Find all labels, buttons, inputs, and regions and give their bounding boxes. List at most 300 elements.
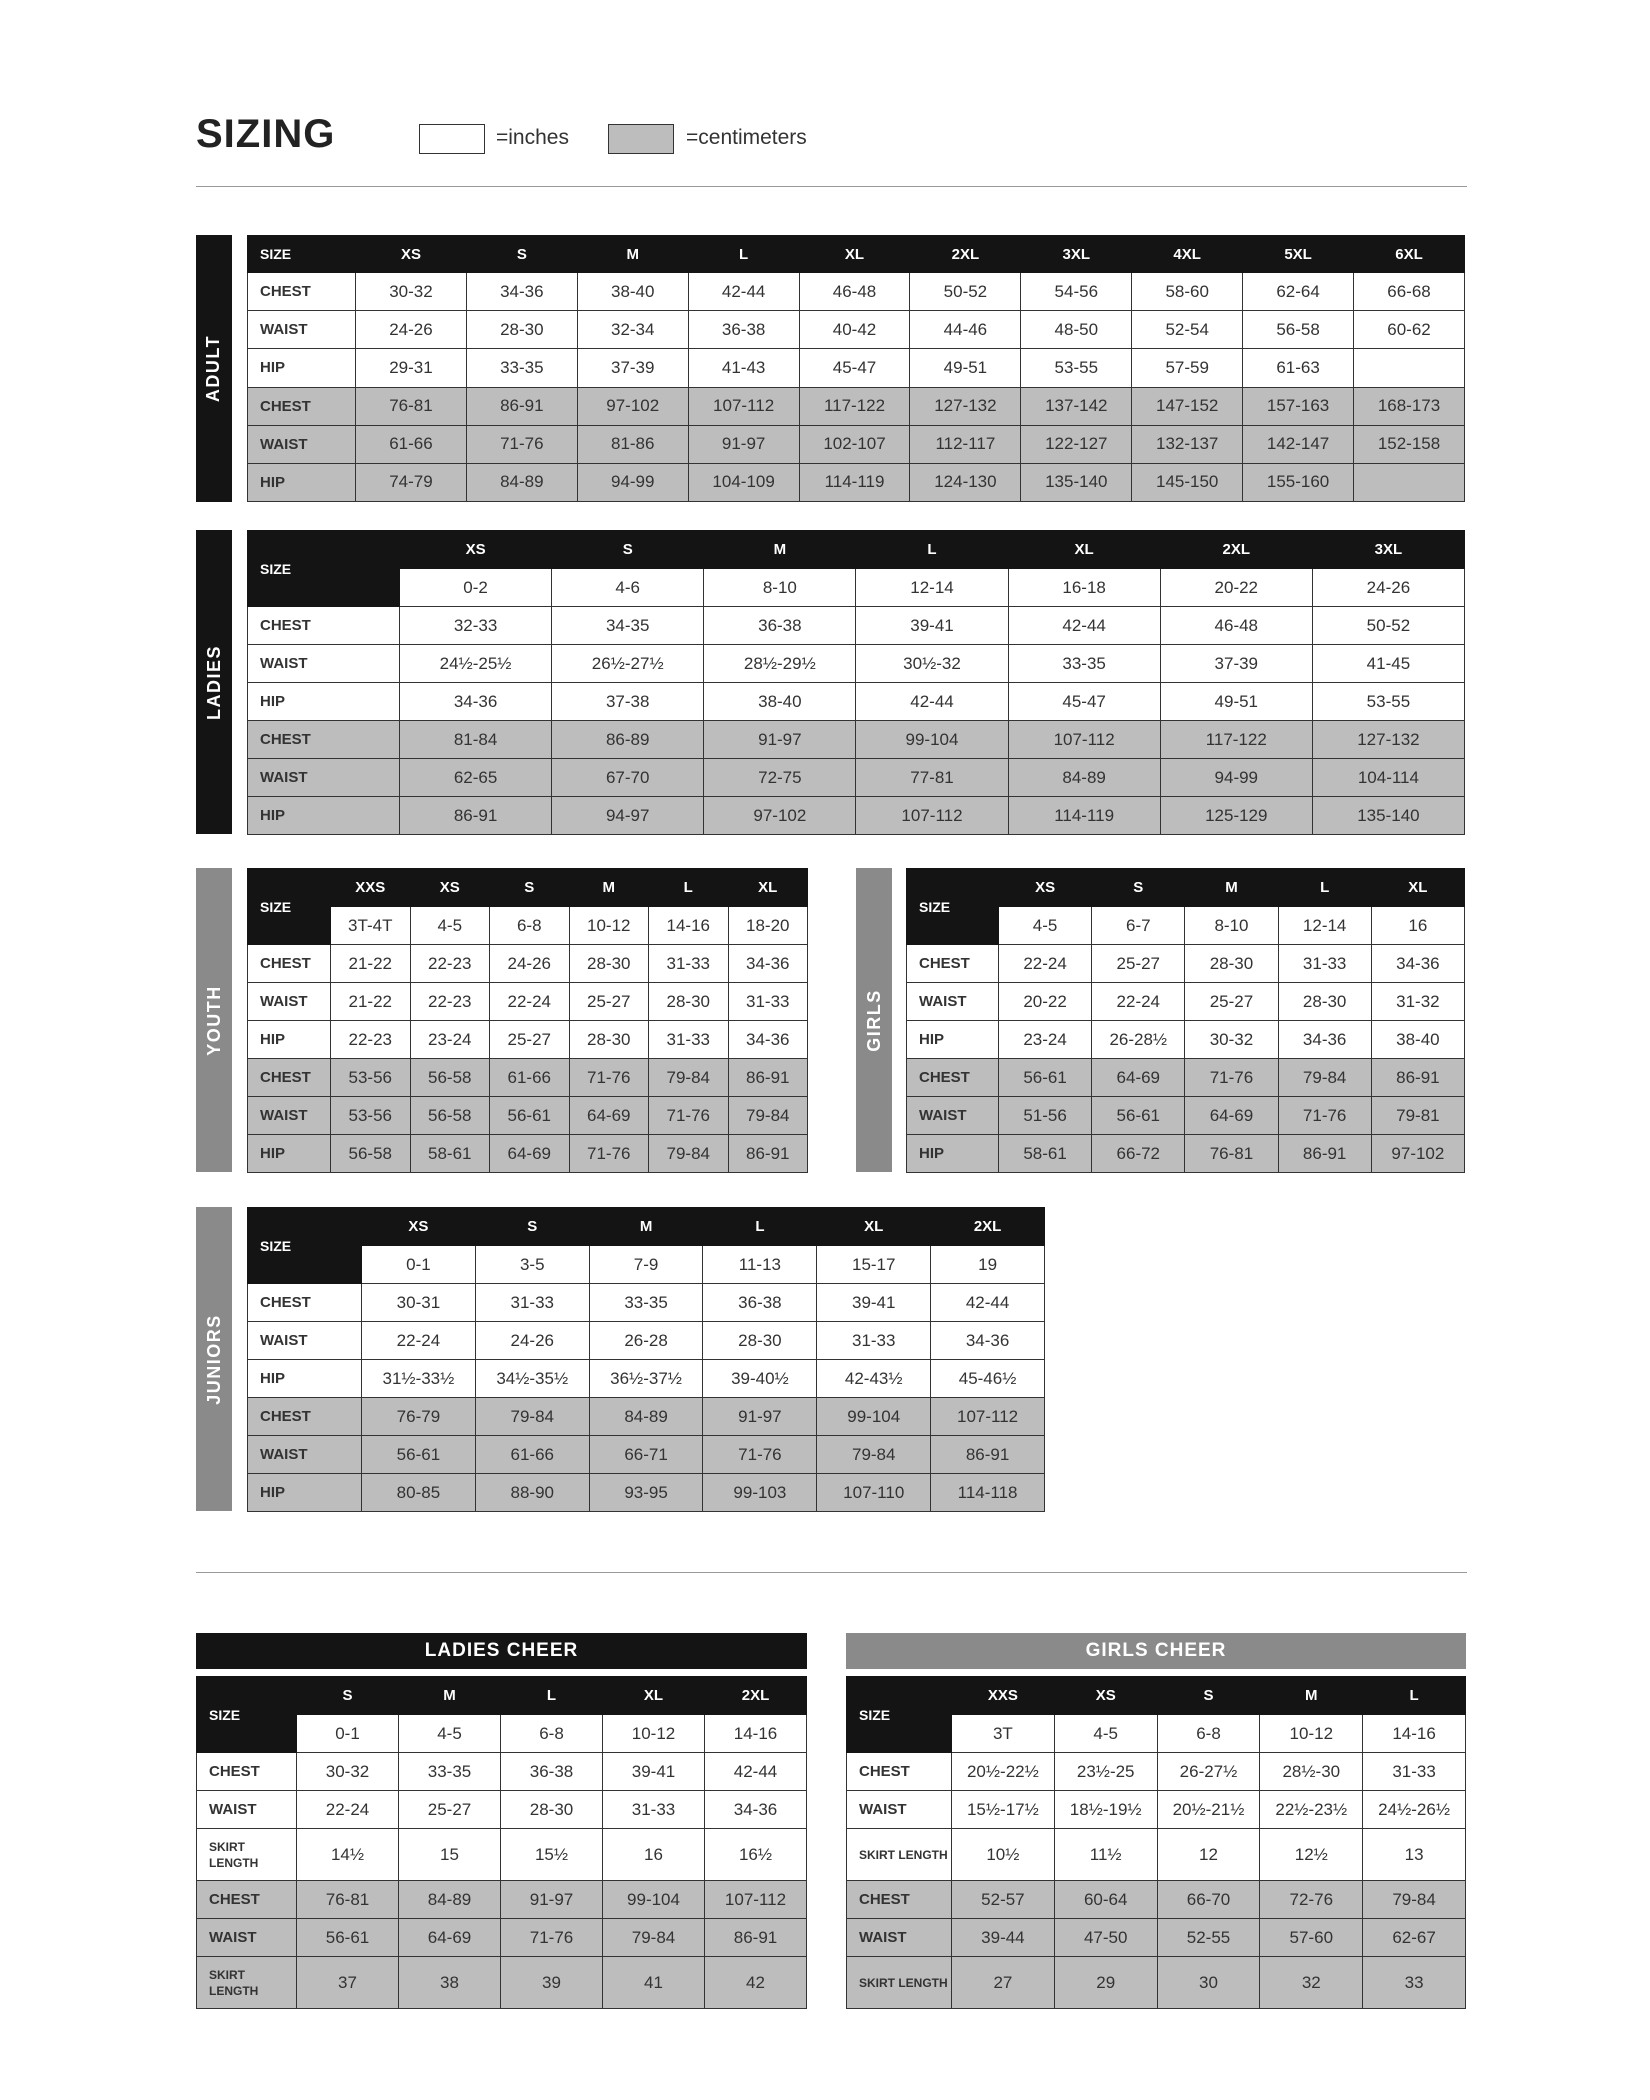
measurement-cell: 104-114 [1312, 759, 1464, 797]
youth-size-table [247, 868, 808, 1173]
measurement-cell: 22-23 [410, 983, 490, 1021]
measurement-cell: 24-26 [490, 945, 570, 983]
girls-size-table [906, 868, 1465, 1173]
size-header-s: S [297, 1677, 399, 1715]
table-row [248, 387, 1465, 425]
numeric-size: 3T-4T [331, 907, 411, 945]
table-row [248, 1360, 1045, 1398]
measurement-cell: 39-41 [817, 1284, 931, 1322]
size-header-xxs: XXS [331, 869, 411, 907]
measurement-cell: 114-118 [931, 1474, 1045, 1512]
measurement-cell: 42-44 [688, 273, 799, 311]
measurement-cell: 31-33 [1363, 1753, 1466, 1791]
measurement-cell: 67-70 [552, 759, 704, 797]
numeric-size: 0-2 [400, 569, 552, 607]
middle-divider [196, 1572, 1467, 1573]
measurement-cell: 22½-23½ [1260, 1791, 1363, 1829]
measurement-cell: 91-97 [704, 721, 856, 759]
table-row [907, 1097, 1465, 1135]
size-header-xl: XL [1008, 531, 1160, 569]
measurement-cell: 36-38 [688, 311, 799, 349]
measurement-cell: 36½-37½ [589, 1360, 703, 1398]
numeric-size: 12-14 [856, 569, 1008, 607]
measurement-cell: 57-59 [1132, 349, 1243, 387]
table-row [248, 721, 1465, 759]
measurement-cell: 107-112 [688, 387, 799, 425]
measurement-cell: 84-89 [466, 463, 577, 501]
measurement-cell: 84-89 [589, 1398, 703, 1436]
measurement-cell: 71-76 [649, 1097, 729, 1135]
measurement-cell: 80-85 [362, 1474, 476, 1512]
measurement-cell: 22-23 [331, 1021, 411, 1059]
measurement-cell: 36-38 [704, 607, 856, 645]
measurement-cell: 74-79 [356, 463, 467, 501]
measurement-cell: 37-39 [577, 349, 688, 387]
girls-cheer-size-table [846, 1676, 1466, 2009]
measurement-cell: 46-48 [1160, 607, 1312, 645]
row-label: CHEST [248, 1284, 362, 1322]
measurement-cell: 42 [705, 1957, 807, 2009]
measurement-cell: 24-26 [475, 1322, 589, 1360]
measurement-cell: 71-76 [1185, 1059, 1278, 1097]
size-header-3xl: 3XL [1021, 236, 1132, 273]
measurement-cell: 22-24 [362, 1322, 476, 1360]
measurement-cell: 51-56 [999, 1097, 1092, 1135]
measurement-cell: 97-102 [1371, 1135, 1464, 1173]
size-header-xs: XS [356, 236, 467, 273]
measurement-cell: 20-22 [999, 983, 1092, 1021]
table-row [847, 1881, 1466, 1919]
row-label: CHEST [248, 607, 400, 645]
adult-size-table [247, 235, 1465, 502]
table-row [248, 1135, 808, 1173]
table-row [248, 797, 1465, 835]
measurement-cell: 86-91 [1278, 1135, 1371, 1173]
measurement-cell: 79-84 [649, 1059, 729, 1097]
size-header-label: SIZE [197, 1677, 297, 1753]
measurement-cell: 25-27 [1185, 983, 1278, 1021]
table-row [248, 1284, 1045, 1322]
measurement-cell: 62-65 [400, 759, 552, 797]
measurement-cell: 79-84 [728, 1097, 808, 1135]
measurement-cell: 112-117 [910, 425, 1021, 463]
measurement-cell: 53-56 [331, 1059, 411, 1097]
measurement-cell: 56-58 [331, 1135, 411, 1173]
measurement-cell: 56-61 [362, 1436, 476, 1474]
measurement-cell: 34-36 [728, 945, 808, 983]
measurement-cell: 66-71 [589, 1436, 703, 1474]
measurement-cell: 34½-35½ [475, 1360, 589, 1398]
measurement-cell: 157-163 [1243, 387, 1354, 425]
measurement-cell: 62-67 [1363, 1919, 1466, 1957]
table-row [907, 945, 1465, 983]
numeric-size: 0-1 [362, 1246, 476, 1284]
row-label: CHEST [907, 1059, 999, 1097]
measurement-cell: 49-51 [910, 349, 1021, 387]
measurement-cell: 97-102 [704, 797, 856, 835]
size-header-label: SIZE [907, 869, 999, 945]
measurement-cell: 99-104 [817, 1398, 931, 1436]
measurement-cell: 76-79 [362, 1398, 476, 1436]
girls-cheer-banner: GIRLS CHEER [846, 1633, 1466, 1669]
size-header-xl: XL [1371, 869, 1464, 907]
size-header-s: S [1092, 869, 1185, 907]
table-row [248, 311, 1465, 349]
table-row [248, 349, 1465, 387]
numeric-size: 7-9 [589, 1246, 703, 1284]
measurement-cell: 45-47 [799, 349, 910, 387]
ladies-cheer-banner: LADIES CHEER [196, 1633, 807, 1669]
measurement-cell: 48-50 [1021, 311, 1132, 349]
row-label: SKIRT LENGTH [197, 1957, 297, 2009]
row-label: CHEST [248, 273, 356, 311]
measurement-cell [1354, 463, 1465, 501]
legend-centimeters-swatch [608, 124, 674, 154]
size-header-label: SIZE [248, 869, 331, 945]
measurement-cell: 13 [1363, 1829, 1466, 1881]
measurement-cell: 86-89 [552, 721, 704, 759]
measurement-cell: 152-158 [1354, 425, 1465, 463]
row-label: CHEST [248, 1059, 331, 1097]
measurement-cell: 32 [1260, 1957, 1363, 2009]
measurement-cell: 30-32 [356, 273, 467, 311]
measurement-cell: 39-41 [603, 1753, 705, 1791]
measurement-cell: 53-55 [1312, 683, 1464, 721]
numeric-size: 4-6 [552, 569, 704, 607]
row-label: SKIRT LENGTH [847, 1957, 952, 2009]
measurement-cell: 122-127 [1021, 425, 1132, 463]
measurement-cell: 33-35 [589, 1284, 703, 1322]
measurement-cell: 26-28 [589, 1322, 703, 1360]
table-row [907, 1135, 1465, 1173]
measurement-cell: 91-97 [501, 1881, 603, 1919]
measurement-cell: 91-97 [703, 1398, 817, 1436]
measurement-cell: 16½ [705, 1829, 807, 1881]
row-label: CHEST [248, 945, 331, 983]
measurement-cell: 28-30 [501, 1791, 603, 1829]
measurement-cell: 56-61 [1092, 1097, 1185, 1135]
numeric-size: 20-22 [1160, 569, 1312, 607]
measurement-cell: 33-35 [399, 1753, 501, 1791]
measurement-cell: 57-60 [1260, 1919, 1363, 1957]
measurement-cell: 60-64 [1054, 1881, 1157, 1919]
size-header-m: M [589, 1208, 703, 1246]
measurement-cell: 22-24 [297, 1791, 399, 1829]
measurement-cell: 56-58 [410, 1097, 490, 1135]
numeric-size: 19 [931, 1246, 1045, 1284]
juniors-size-table [247, 1207, 1045, 1512]
measurement-cell: 28-30 [1185, 945, 1278, 983]
size-header-m: M [569, 869, 649, 907]
measurement-cell: 21-22 [331, 983, 411, 1021]
size-header-xs: XS [1054, 1677, 1157, 1715]
numeric-size: 10-12 [1260, 1715, 1363, 1753]
table-row [248, 683, 1465, 721]
measurement-cell: 31-33 [603, 1791, 705, 1829]
size-header-xs: XS [400, 531, 552, 569]
numeric-size: 4-5 [999, 907, 1092, 945]
measurement-cell: 99-104 [856, 721, 1008, 759]
size-header-s: S [475, 1208, 589, 1246]
measurement-cell: 53-55 [1021, 349, 1132, 387]
measurement-cell: 71-76 [1278, 1097, 1371, 1135]
measurement-cell: 26½-27½ [552, 645, 704, 683]
measurement-cell: 34-35 [552, 607, 704, 645]
numeric-size: 3T [952, 1715, 1055, 1753]
measurement-cell: 38-40 [577, 273, 688, 311]
numeric-size: 6-8 [501, 1715, 603, 1753]
measurement-cell: 61-63 [1243, 349, 1354, 387]
measurement-cell: 49-51 [1160, 683, 1312, 721]
measurement-cell: 31½-33½ [362, 1360, 476, 1398]
measurement-cell: 30-31 [362, 1284, 476, 1322]
measurement-cell: 99-103 [703, 1474, 817, 1512]
size-header-l: L [1363, 1677, 1466, 1715]
measurement-cell: 76-81 [1185, 1135, 1278, 1173]
measurement-cell: 26-28½ [1092, 1021, 1185, 1059]
measurement-cell: 34-36 [400, 683, 552, 721]
measurement-cell: 86-91 [728, 1059, 808, 1097]
measurement-cell: 86-91 [1371, 1059, 1464, 1097]
table-row [197, 1957, 807, 2009]
measurement-cell: 39-40½ [703, 1360, 817, 1398]
row-label: WAIST [197, 1791, 297, 1829]
measurement-cell: 91-97 [688, 425, 799, 463]
row-label: WAIST [847, 1791, 952, 1829]
numeric-size: 24-26 [1312, 569, 1464, 607]
measurement-cell: 107-112 [931, 1398, 1045, 1436]
measurement-cell: 23½-25 [1054, 1753, 1157, 1791]
measurement-cell: 137-142 [1021, 387, 1132, 425]
table-row [248, 463, 1465, 501]
measurement-cell: 31-32 [1371, 983, 1464, 1021]
measurement-cell: 42-44 [931, 1284, 1045, 1322]
size-header-m: M [1260, 1677, 1363, 1715]
size-header-4xl: 4XL [1132, 236, 1243, 273]
measurement-cell: 31-33 [649, 1021, 729, 1059]
table-row [248, 1474, 1045, 1512]
measurement-cell: 15 [399, 1829, 501, 1881]
measurement-cell: 41 [603, 1957, 705, 2009]
measurement-cell: 33-35 [466, 349, 577, 387]
row-label: HIP [248, 683, 400, 721]
measurement-cell: 38-40 [1371, 1021, 1464, 1059]
measurement-cell: 25-27 [399, 1791, 501, 1829]
row-label: WAIST [248, 759, 400, 797]
measurement-cell: 42-43½ [817, 1360, 931, 1398]
measurement-cell: 107-112 [1008, 721, 1160, 759]
table-row [847, 1791, 1466, 1829]
row-label: CHEST [248, 1398, 362, 1436]
measurement-cell: 71-76 [703, 1436, 817, 1474]
measurement-cell: 22-24 [490, 983, 570, 1021]
table-row [847, 1957, 1466, 2009]
measurement-cell: 34-36 [705, 1791, 807, 1829]
measurement-cell: 62-64 [1243, 273, 1354, 311]
measurement-cell: 77-81 [856, 759, 1008, 797]
measurement-cell: 66-68 [1354, 273, 1465, 311]
measurement-cell: 37 [297, 1957, 399, 2009]
row-label: HIP [248, 797, 400, 835]
measurement-cell: 71-76 [569, 1059, 649, 1097]
row-label: CHEST [847, 1881, 952, 1919]
size-header-label: SIZE [248, 531, 400, 607]
table-row [847, 1919, 1466, 1957]
table-row [248, 1059, 808, 1097]
measurement-cell: 64-69 [569, 1097, 649, 1135]
row-label: WAIST [248, 1097, 331, 1135]
table-row [248, 425, 1465, 463]
row-label: WAIST [248, 311, 356, 349]
row-label: HIP [248, 1135, 331, 1173]
table-row [907, 983, 1465, 1021]
size-header-xs: XS [410, 869, 490, 907]
measurement-cell: 79-81 [1371, 1097, 1464, 1135]
measurement-cell: 45-46½ [931, 1360, 1045, 1398]
measurement-cell: 84-89 [1008, 759, 1160, 797]
measurement-cell: 155-160 [1243, 463, 1354, 501]
measurement-cell: 127-132 [910, 387, 1021, 425]
row-label: WAIST [907, 1097, 999, 1135]
measurement-cell: 22-24 [999, 945, 1092, 983]
measurement-cell: 30 [1157, 1957, 1260, 2009]
size-header-6xl: 6XL [1354, 236, 1465, 273]
measurement-cell: 104-109 [688, 463, 799, 501]
measurement-cell: 107-110 [817, 1474, 931, 1512]
legend-inches-label: =inches [496, 126, 569, 149]
measurement-cell: 79-84 [817, 1436, 931, 1474]
numeric-size: 10-12 [569, 907, 649, 945]
size-header-label: SIZE [847, 1677, 952, 1753]
table-row [248, 1322, 1045, 1360]
measurement-cell: 56-58 [410, 1059, 490, 1097]
numeric-size: 0-1 [297, 1715, 399, 1753]
measurement-cell: 31-33 [649, 945, 729, 983]
measurement-cell: 28-30 [703, 1322, 817, 1360]
size-header-s: S [490, 869, 570, 907]
table-row [248, 945, 808, 983]
measurement-cell: 28-30 [1278, 983, 1371, 1021]
legend-centimeters-label: =centimeters [686, 126, 807, 149]
measurement-cell: 34-36 [1278, 1021, 1371, 1059]
measurement-cell: 117-122 [799, 387, 910, 425]
table-row [248, 1398, 1045, 1436]
measurement-cell: 11½ [1054, 1829, 1157, 1881]
row-label: WAIST [847, 1919, 952, 1957]
table-row [248, 273, 1465, 311]
measurement-cell: 22-24 [1092, 983, 1185, 1021]
juniors-section-label: JUNIORS [196, 1207, 232, 1511]
measurement-cell: 15½ [501, 1829, 603, 1881]
measurement-cell: 28-30 [569, 1021, 649, 1059]
measurement-cell: 102-107 [799, 425, 910, 463]
size-header-s: S [552, 531, 704, 569]
measurement-cell: 79-84 [475, 1398, 589, 1436]
measurement-cell: 88-90 [475, 1474, 589, 1512]
numeric-size: 6-7 [1092, 907, 1185, 945]
ladies-section-label: LADIES [196, 530, 232, 834]
youth-section-label: YOUTH [196, 868, 232, 1172]
measurement-cell: 28-30 [649, 983, 729, 1021]
numeric-size: 10-12 [603, 1715, 705, 1753]
measurement-cell: 42-44 [1008, 607, 1160, 645]
top-divider [196, 186, 1467, 187]
measurement-cell: 20½-21½ [1157, 1791, 1260, 1829]
measurement-cell: 168-173 [1354, 387, 1465, 425]
measurement-cell: 76-81 [356, 387, 467, 425]
numeric-size: 14-16 [705, 1715, 807, 1753]
measurement-cell: 25-27 [1092, 945, 1185, 983]
measurement-cell: 58-60 [1132, 273, 1243, 311]
measurement-cell: 142-147 [1243, 425, 1354, 463]
measurement-cell: 107-112 [705, 1881, 807, 1919]
ladies-cheer-size-table [196, 1676, 807, 2009]
table-row [248, 1436, 1045, 1474]
measurement-cell: 34-36 [931, 1322, 1045, 1360]
table-row [197, 1791, 807, 1829]
row-label: HIP [248, 349, 356, 387]
measurement-cell: 28-30 [466, 311, 577, 349]
measurement-cell: 28-30 [569, 945, 649, 983]
table-row [197, 1829, 807, 1881]
measurement-cell: 79-84 [1278, 1059, 1371, 1097]
numeric-size: 8-10 [1185, 907, 1278, 945]
row-label: WAIST [248, 425, 356, 463]
size-header-label: SIZE [248, 1208, 362, 1284]
measurement-cell: 33-35 [1008, 645, 1160, 683]
row-label: CHEST [197, 1881, 297, 1919]
size-header-s: S [1157, 1677, 1260, 1715]
size-header-xl: XL [799, 236, 910, 273]
numeric-size: 15-17 [817, 1246, 931, 1284]
measurement-cell: 22-23 [410, 945, 490, 983]
measurement-cell: 61-66 [475, 1436, 589, 1474]
measurement-cell: 44-46 [910, 311, 1021, 349]
row-label: HIP [248, 463, 356, 501]
measurement-cell: 24-26 [356, 311, 467, 349]
measurement-cell: 72-76 [1260, 1881, 1363, 1919]
row-label: WAIST [248, 1436, 362, 1474]
measurement-cell: 60-62 [1354, 311, 1465, 349]
numeric-size: 4-5 [1054, 1715, 1157, 1753]
size-header-xl: XL [728, 869, 808, 907]
measurement-cell: 76-81 [297, 1881, 399, 1919]
measurement-cell: 20½-22½ [952, 1753, 1055, 1791]
measurement-cell: 132-137 [1132, 425, 1243, 463]
numeric-size: 6-8 [490, 907, 570, 945]
measurement-cell: 135-140 [1312, 797, 1464, 835]
numeric-size: 12-14 [1278, 907, 1371, 945]
numeric-size: 8-10 [704, 569, 856, 607]
size-header-5xl: 5XL [1243, 236, 1354, 273]
measurement-cell: 64-69 [1092, 1059, 1185, 1097]
measurement-cell: 66-72 [1092, 1135, 1185, 1173]
measurement-cell: 145-150 [1132, 463, 1243, 501]
row-label: WAIST [197, 1919, 297, 1957]
measurement-cell: 52-54 [1132, 311, 1243, 349]
measurement-cell: 86-91 [728, 1135, 808, 1173]
size-header-2xl: 2XL [705, 1677, 807, 1715]
measurement-cell: 24½-25½ [400, 645, 552, 683]
numeric-size: 4-5 [410, 907, 490, 945]
measurement-cell: 46-48 [799, 273, 910, 311]
measurement-cell: 40-42 [799, 311, 910, 349]
row-label: SKIRT LENGTH [197, 1829, 297, 1881]
measurement-cell: 114-119 [1008, 797, 1160, 835]
size-header-l: L [703, 1208, 817, 1246]
measurement-cell: 34-36 [1371, 945, 1464, 983]
row-label: CHEST [197, 1753, 297, 1791]
